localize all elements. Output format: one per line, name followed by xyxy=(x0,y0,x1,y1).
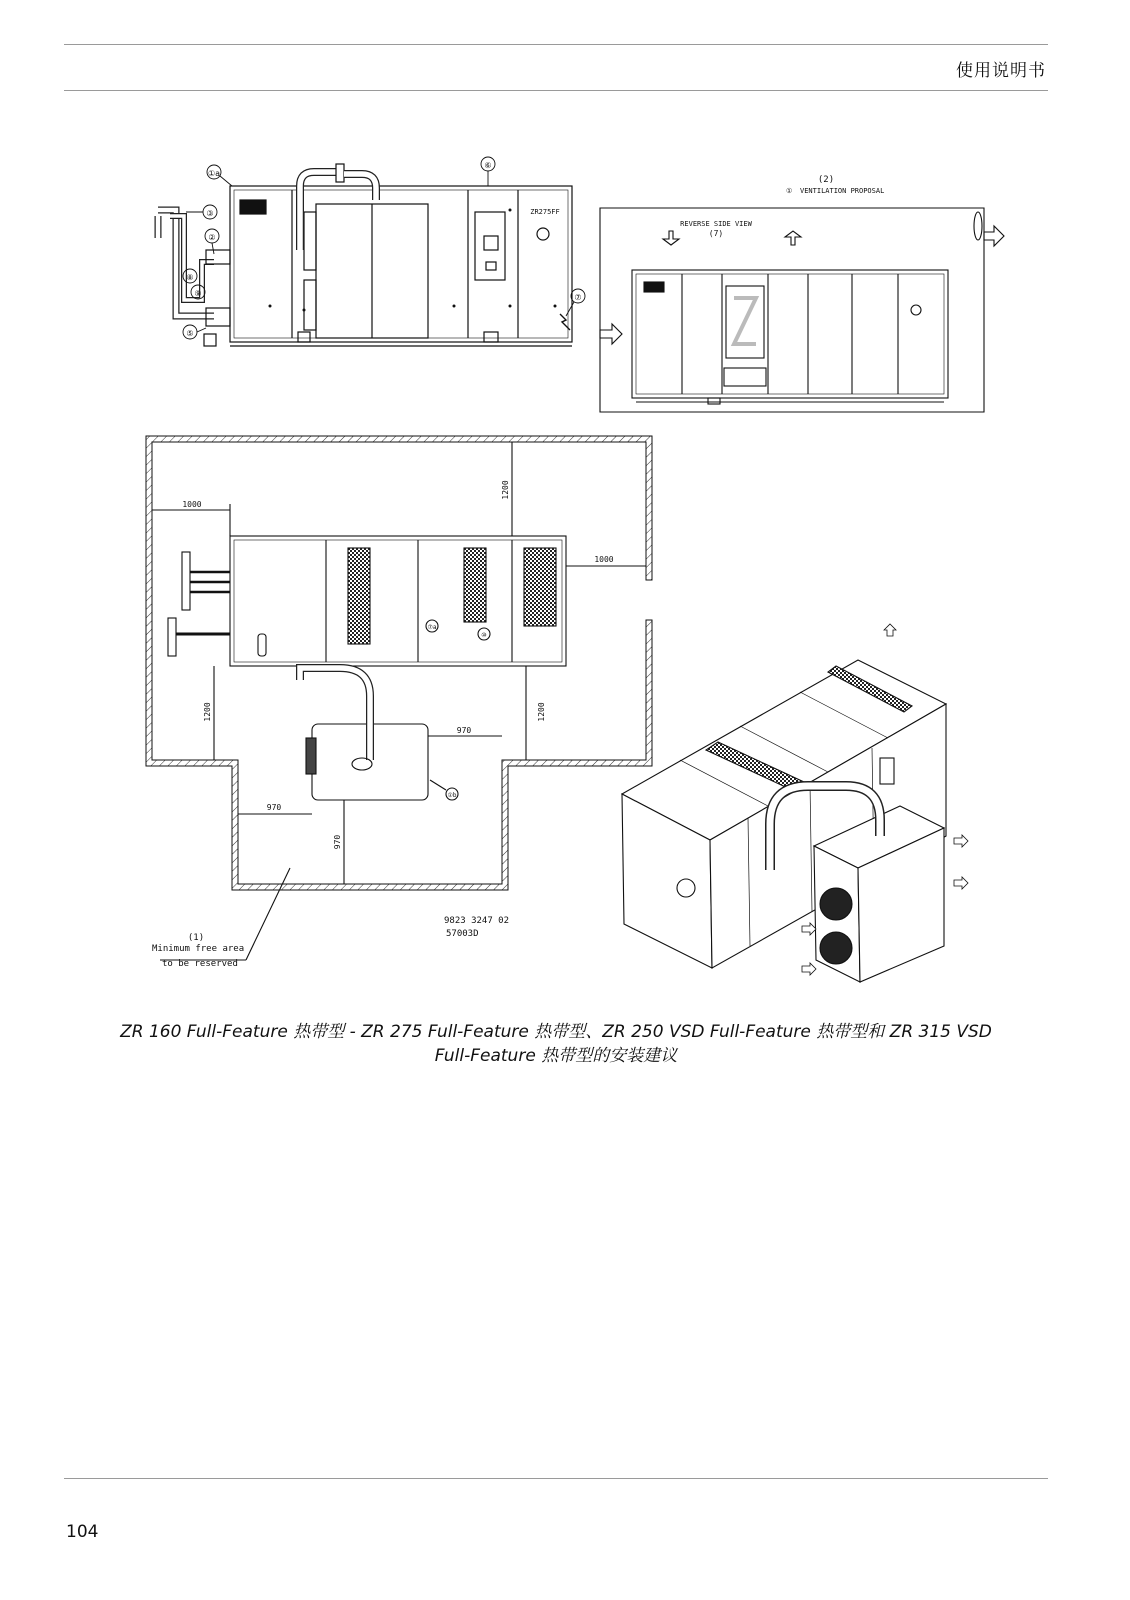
callout-2a: ⑦a xyxy=(427,624,437,631)
dim-970-c: 970 xyxy=(333,834,342,850)
front-elevation-view xyxy=(158,164,572,346)
caption-line1: ZR 160 Full-Feature 热带型 - ZR 275 Full-Feature 热带型、ZR 250 VSD Full-Feature 热带型和 ZR 315 VSD xyxy=(120,1022,992,1042)
callout-9: ⑨ xyxy=(194,289,202,298)
figure-caption xyxy=(64,1020,1048,1068)
free-area-number: (1) xyxy=(187,933,205,943)
isometric-view xyxy=(622,624,968,982)
dim-970-b: 970 xyxy=(266,803,282,812)
ventilation-proposal-view xyxy=(600,208,1004,412)
dim-1000-left: 1000 xyxy=(182,500,202,509)
callout-8: ⑧ xyxy=(186,273,194,282)
doc-number: 9823 3247 02 xyxy=(444,916,510,926)
free-area-line1: Minimum free area xyxy=(152,944,245,954)
dim-970-a: 970 xyxy=(456,726,472,735)
drawing-code: 57003D xyxy=(446,929,479,939)
plan-view xyxy=(146,436,652,969)
ventilation-label: VENTILATION PROPOSAL xyxy=(800,187,885,195)
reverse-side-view-number: (7) xyxy=(708,229,724,238)
front-elevation-callouts xyxy=(183,157,585,339)
reverse-side-view-label: REVERSE SIDE VIEW xyxy=(680,220,752,228)
callout-1b: ①b xyxy=(447,792,457,799)
callout-2: ② xyxy=(208,233,216,242)
caption-line2: Full-Feature 热带型的安装建议 xyxy=(434,1046,678,1066)
callout-10: ⑩ xyxy=(481,632,487,639)
callout-3: ③ xyxy=(206,209,214,218)
dim-1200-left: 1200 xyxy=(203,702,212,722)
footer-rule xyxy=(64,1478,1048,1479)
dim-1000-right: 1000 xyxy=(594,555,614,564)
ventilation-proposal-labels xyxy=(680,175,884,238)
callout-6: ⑥ xyxy=(484,161,492,170)
free-area-line2: to be reserved xyxy=(162,959,238,969)
ventilation-number: (2) xyxy=(817,175,835,185)
callout-7: ⑦ xyxy=(574,293,582,302)
page-number: 104 xyxy=(66,1522,99,1542)
model-badge: ZR275FF xyxy=(530,208,560,216)
dim-1200-right: 1200 xyxy=(537,702,546,722)
callout-1a: ①a xyxy=(208,169,220,178)
header-title: 使用说明书 xyxy=(956,61,1046,81)
dim-1200-top: 1200 xyxy=(501,480,510,500)
callout-5: ⑤ xyxy=(186,329,194,338)
ventilation-callout: ① xyxy=(786,187,793,195)
